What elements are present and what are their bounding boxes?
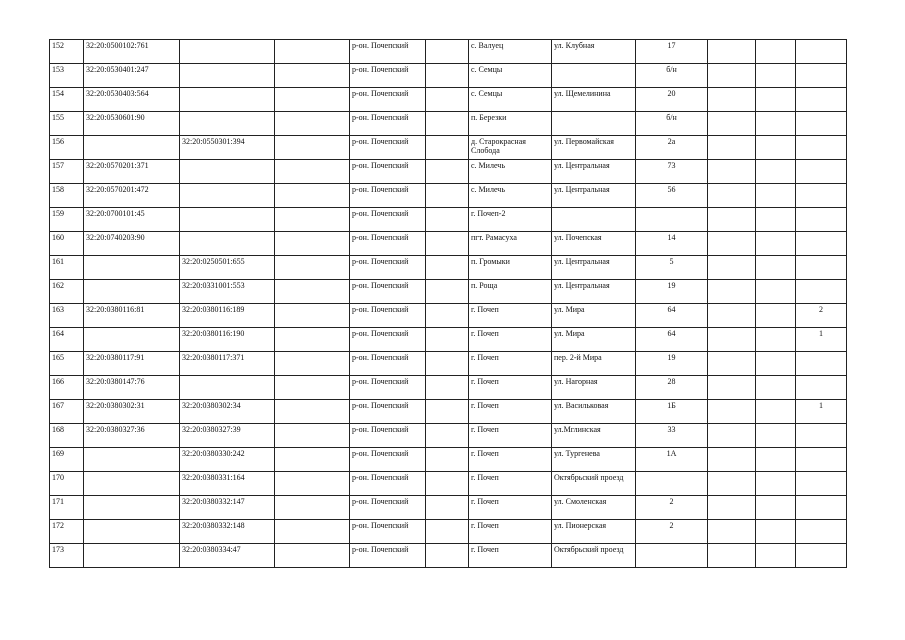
cadastral-number-cell <box>84 496 180 520</box>
row-number-cell: 154 <box>50 88 84 112</box>
building-cadastral-cell: 32:20:0380116:189 <box>180 304 275 328</box>
count-cell <box>796 448 847 472</box>
empty-cell <box>756 88 796 112</box>
house-number-cell: 2а <box>636 136 708 160</box>
row-number-cell: 157 <box>50 160 84 184</box>
settlement-cell: с. Семцы <box>469 64 552 88</box>
empty-cell <box>708 448 756 472</box>
empty-cell <box>426 472 469 496</box>
count-cell <box>796 544 847 568</box>
building-cadastral-cell: 32:20:0250501:655 <box>180 256 275 280</box>
row-number-cell: 169 <box>50 448 84 472</box>
building-cadastral-cell <box>180 112 275 136</box>
empty-cell <box>756 184 796 208</box>
cadastral-number-cell: 32:20:0570201:371 <box>84 160 180 184</box>
registry-body <box>50 40 847 568</box>
cadastral-number-cell: 32:20:0530403:564 <box>84 88 180 112</box>
building-cadastral-cell: 32:20:0331001:553 <box>180 280 275 304</box>
count-cell <box>796 232 847 256</box>
house-number-cell: 64 <box>636 328 708 352</box>
row-number-cell: 161 <box>50 256 84 280</box>
street-cell: ул. Почепская <box>552 232 636 256</box>
empty-cell <box>708 112 756 136</box>
street-cell: ул. Щемелинина <box>552 88 636 112</box>
street-cell: ул. Тургенева <box>552 448 636 472</box>
count-cell <box>796 256 847 280</box>
street-cell: ул. Нагорная <box>552 376 636 400</box>
empty-cell <box>756 328 796 352</box>
street-cell: Октябрьский проезд <box>552 544 636 568</box>
empty-cell <box>708 208 756 232</box>
empty-cell <box>756 136 796 160</box>
empty-cell <box>426 544 469 568</box>
empty-cell <box>756 160 796 184</box>
empty-cell <box>275 304 350 328</box>
house-number-cell: 2 <box>636 496 708 520</box>
settlement-cell: г. Почеп <box>469 472 552 496</box>
district-cell: р-он. Почепский <box>350 88 426 112</box>
street-cell <box>552 64 636 88</box>
district-cell: р-он. Почепский <box>350 424 426 448</box>
house-number-cell: 1А <box>636 448 708 472</box>
empty-cell <box>275 328 350 352</box>
cadastral-number-cell: 32:20:0570201:472 <box>84 184 180 208</box>
building-cadastral-cell: 32:20:0380332:148 <box>180 520 275 544</box>
house-number-cell: 17 <box>636 40 708 64</box>
settlement-cell: г. Почеп <box>469 328 552 352</box>
street-cell: ул. Центральная <box>552 256 636 280</box>
empty-cell <box>426 40 469 64</box>
empty-cell <box>275 136 350 160</box>
empty-cell <box>426 88 469 112</box>
building-cadastral-cell: 32:20:0380334:47 <box>180 544 275 568</box>
empty-cell <box>275 280 350 304</box>
cadastral-number-cell: 32:20:0380117:91 <box>84 352 180 376</box>
building-cadastral-cell <box>180 208 275 232</box>
empty-cell <box>426 352 469 376</box>
settlement-cell: г. Почеп <box>469 544 552 568</box>
table-row <box>50 400 847 424</box>
district-cell: р-он. Почепский <box>350 400 426 424</box>
district-cell: р-он. Почепский <box>350 64 426 88</box>
empty-cell <box>275 208 350 232</box>
building-cadastral-cell: 32:20:0380331:164 <box>180 472 275 496</box>
district-cell: р-он. Почепский <box>350 160 426 184</box>
settlement-cell: д. Старокрасная Слобода <box>469 136 552 160</box>
empty-cell <box>426 256 469 280</box>
table-row <box>50 136 847 160</box>
empty-cell <box>708 88 756 112</box>
cadastral-number-cell: 32:20:0700101:45 <box>84 208 180 232</box>
row-number-cell: 152 <box>50 40 84 64</box>
empty-cell <box>426 208 469 232</box>
table-row <box>50 88 847 112</box>
house-number-cell: 28 <box>636 376 708 400</box>
row-number-cell: 163 <box>50 304 84 328</box>
table-row <box>50 232 847 256</box>
empty-cell <box>275 496 350 520</box>
empty-cell <box>275 64 350 88</box>
empty-cell <box>756 40 796 64</box>
empty-cell <box>756 64 796 88</box>
street-cell: ул. Клубная <box>552 40 636 64</box>
street-cell: ул. Центральная <box>552 184 636 208</box>
empty-cell <box>275 352 350 376</box>
building-cadastral-cell <box>180 40 275 64</box>
empty-cell <box>708 256 756 280</box>
row-number-cell: 166 <box>50 376 84 400</box>
table-row <box>50 184 847 208</box>
district-cell: р-он. Почепский <box>350 352 426 376</box>
cadastral-number-cell <box>84 472 180 496</box>
empty-cell <box>756 472 796 496</box>
count-cell <box>796 496 847 520</box>
table-row <box>50 256 847 280</box>
cadastral-number-cell: 32:20:0380116:81 <box>84 304 180 328</box>
empty-cell <box>275 112 350 136</box>
count-cell <box>796 424 847 448</box>
district-cell: р-он. Почепский <box>350 184 426 208</box>
street-cell <box>552 208 636 232</box>
empty-cell <box>756 352 796 376</box>
street-cell: ул. Центральная <box>552 280 636 304</box>
empty-cell <box>275 256 350 280</box>
count-cell <box>796 160 847 184</box>
empty-cell <box>708 232 756 256</box>
empty-cell <box>708 328 756 352</box>
empty-cell <box>708 496 756 520</box>
settlement-cell: с. Семцы <box>469 88 552 112</box>
table-row <box>50 472 847 496</box>
district-cell: р-он. Почепский <box>350 232 426 256</box>
settlement-cell: г. Почеп <box>469 448 552 472</box>
cadastral-number-cell <box>84 136 180 160</box>
row-number-cell: 158 <box>50 184 84 208</box>
district-cell: р-он. Почепский <box>350 496 426 520</box>
count-cell <box>796 472 847 496</box>
street-cell: ул. Мира <box>552 328 636 352</box>
empty-cell <box>708 400 756 424</box>
count-cell <box>796 376 847 400</box>
table-row <box>50 304 847 328</box>
settlement-cell: с. Валуец <box>469 40 552 64</box>
count-cell <box>796 136 847 160</box>
settlement-cell: п. Роща <box>469 280 552 304</box>
count-cell: 1 <box>796 328 847 352</box>
settlement-cell: г. Почеп <box>469 376 552 400</box>
settlement-cell: с. Милечь <box>469 160 552 184</box>
building-cadastral-cell <box>180 88 275 112</box>
table-row <box>50 328 847 352</box>
empty-cell <box>756 496 796 520</box>
row-number-cell: 171 <box>50 496 84 520</box>
settlement-cell: г. Почеп <box>469 400 552 424</box>
cadastral-number-cell: 32:20:0380147:76 <box>84 376 180 400</box>
registry-table <box>49 39 847 568</box>
empty-cell <box>426 280 469 304</box>
table-row <box>50 64 847 88</box>
district-cell: р-он. Почепский <box>350 208 426 232</box>
table-row <box>50 112 847 136</box>
empty-cell <box>756 280 796 304</box>
table-row <box>50 424 847 448</box>
empty-cell <box>426 136 469 160</box>
building-cadastral-cell <box>180 184 275 208</box>
house-number-cell <box>636 544 708 568</box>
house-number-cell: б/н <box>636 112 708 136</box>
district-cell: р-он. Почепский <box>350 40 426 64</box>
cadastral-number-cell <box>84 544 180 568</box>
cadastral-number-cell: 32:20:0500102:761 <box>84 40 180 64</box>
settlement-cell: п. Громыки <box>469 256 552 280</box>
cadastral-number-cell <box>84 448 180 472</box>
building-cadastral-cell <box>180 232 275 256</box>
district-cell: р-он. Почепский <box>350 136 426 160</box>
table-row <box>50 280 847 304</box>
street-cell: пер. 2-й Мира <box>552 352 636 376</box>
empty-cell <box>708 64 756 88</box>
district-cell: р-он. Почепский <box>350 256 426 280</box>
empty-cell <box>426 520 469 544</box>
empty-cell <box>756 376 796 400</box>
row-number-cell: 165 <box>50 352 84 376</box>
empty-cell <box>426 112 469 136</box>
street-cell: Октябрьский проезд <box>552 472 636 496</box>
street-cell: ул. Центральная <box>552 160 636 184</box>
house-number-cell: 1Б <box>636 400 708 424</box>
count-cell <box>796 64 847 88</box>
empty-cell <box>275 520 350 544</box>
cadastral-number-cell: 32:20:0530601:90 <box>84 112 180 136</box>
empty-cell <box>708 160 756 184</box>
row-number-cell: 170 <box>50 472 84 496</box>
district-cell: р-он. Почепский <box>350 472 426 496</box>
building-cadastral-cell <box>180 160 275 184</box>
empty-cell <box>756 256 796 280</box>
house-number-cell: 20 <box>636 88 708 112</box>
street-cell: ул. Пионерская <box>552 520 636 544</box>
count-cell <box>796 40 847 64</box>
row-number-cell: 168 <box>50 424 84 448</box>
empty-cell <box>275 400 350 424</box>
house-number-cell: 33 <box>636 424 708 448</box>
empty-cell <box>708 376 756 400</box>
settlement-cell: с. Милечь <box>469 184 552 208</box>
cadastral-number-cell: 32:20:0530401:247 <box>84 64 180 88</box>
cadastral-number-cell: 32:20:0380327:36 <box>84 424 180 448</box>
settlement-cell: г. Почеп <box>469 520 552 544</box>
settlement-cell: г. Почеп <box>469 352 552 376</box>
district-cell: р-он. Почепский <box>350 520 426 544</box>
empty-cell <box>275 424 350 448</box>
empty-cell <box>756 520 796 544</box>
house-number-cell: 64 <box>636 304 708 328</box>
cadastral-number-cell <box>84 328 180 352</box>
empty-cell <box>426 328 469 352</box>
empty-cell <box>708 424 756 448</box>
empty-cell <box>708 520 756 544</box>
district-cell: р-он. Почепский <box>350 280 426 304</box>
street-cell: ул. Смоленская <box>552 496 636 520</box>
settlement-cell: п. Березки <box>469 112 552 136</box>
row-number-cell: 155 <box>50 112 84 136</box>
building-cadastral-cell: 32:20:0380117:371 <box>180 352 275 376</box>
house-number-cell <box>636 208 708 232</box>
empty-cell <box>708 304 756 328</box>
empty-cell <box>426 448 469 472</box>
empty-cell <box>275 88 350 112</box>
empty-cell <box>756 304 796 328</box>
count-cell <box>796 184 847 208</box>
count-cell <box>796 112 847 136</box>
table-row <box>50 160 847 184</box>
building-cadastral-cell: 32:20:0380327:39 <box>180 424 275 448</box>
empty-cell <box>426 64 469 88</box>
empty-cell <box>756 424 796 448</box>
cadastral-number-cell <box>84 520 180 544</box>
empty-cell <box>708 136 756 160</box>
empty-cell <box>426 496 469 520</box>
count-cell: 1 <box>796 400 847 424</box>
empty-cell <box>426 232 469 256</box>
empty-cell <box>756 232 796 256</box>
empty-cell <box>708 184 756 208</box>
empty-cell <box>275 376 350 400</box>
table-row <box>50 496 847 520</box>
building-cadastral-cell: 32:20:0380302:34 <box>180 400 275 424</box>
table-row <box>50 352 847 376</box>
empty-cell <box>426 424 469 448</box>
building-cadastral-cell: 32:20:0380116:190 <box>180 328 275 352</box>
table-row <box>50 520 847 544</box>
cadastral-number-cell: 32:20:0740203:90 <box>84 232 180 256</box>
district-cell: р-он. Почепский <box>350 448 426 472</box>
row-number-cell: 173 <box>50 544 84 568</box>
settlement-cell: г. Почеп-2 <box>469 208 552 232</box>
empty-cell <box>708 352 756 376</box>
row-number-cell: 164 <box>50 328 84 352</box>
row-number-cell: 156 <box>50 136 84 160</box>
empty-cell <box>426 376 469 400</box>
empty-cell <box>756 544 796 568</box>
cadastral-number-cell: 32:20:0380302:31 <box>84 400 180 424</box>
house-number-cell: 2 <box>636 520 708 544</box>
settlement-cell: пгт. Рамасуха <box>469 232 552 256</box>
building-cadastral-cell <box>180 376 275 400</box>
house-number-cell: 56 <box>636 184 708 208</box>
house-number-cell: б/н <box>636 64 708 88</box>
district-cell: р-он. Почепский <box>350 304 426 328</box>
count-cell <box>796 520 847 544</box>
row-number-cell: 160 <box>50 232 84 256</box>
district-cell: р-он. Почепский <box>350 376 426 400</box>
empty-cell <box>426 184 469 208</box>
house-number-cell: 73 <box>636 160 708 184</box>
settlement-cell: г. Почеп <box>469 304 552 328</box>
empty-cell <box>426 400 469 424</box>
table-row <box>50 544 847 568</box>
empty-cell <box>275 448 350 472</box>
empty-cell <box>756 448 796 472</box>
count-cell: 2 <box>796 304 847 328</box>
table-row <box>50 208 847 232</box>
street-cell: ул. Первомайская <box>552 136 636 160</box>
street-cell: ул. Васильковая <box>552 400 636 424</box>
building-cadastral-cell: 32:20:0380330:242 <box>180 448 275 472</box>
empty-cell <box>275 160 350 184</box>
empty-cell <box>756 208 796 232</box>
table-row <box>50 40 847 64</box>
cadastral-number-cell <box>84 256 180 280</box>
empty-cell <box>275 544 350 568</box>
empty-cell <box>756 112 796 136</box>
row-number-cell: 162 <box>50 280 84 304</box>
house-number-cell: 5 <box>636 256 708 280</box>
empty-cell <box>708 280 756 304</box>
empty-cell <box>756 400 796 424</box>
empty-cell <box>708 544 756 568</box>
cadastral-number-cell <box>84 280 180 304</box>
row-number-cell: 167 <box>50 400 84 424</box>
settlement-cell: г. Почеп <box>469 424 552 448</box>
empty-cell <box>275 184 350 208</box>
house-number-cell: 19 <box>636 280 708 304</box>
row-number-cell: 153 <box>50 64 84 88</box>
settlement-cell: г. Почеп <box>469 496 552 520</box>
district-cell: р-он. Почепский <box>350 328 426 352</box>
street-cell: ул. Мира <box>552 304 636 328</box>
street-cell <box>552 112 636 136</box>
house-number-cell: 14 <box>636 232 708 256</box>
house-number-cell <box>636 472 708 496</box>
row-number-cell: 172 <box>50 520 84 544</box>
table-row <box>50 448 847 472</box>
row-number-cell: 159 <box>50 208 84 232</box>
street-cell: ул.Мглинская <box>552 424 636 448</box>
empty-cell <box>275 472 350 496</box>
empty-cell <box>275 40 350 64</box>
count-cell <box>796 352 847 376</box>
empty-cell <box>275 232 350 256</box>
count-cell <box>796 280 847 304</box>
district-cell: р-он. Почепский <box>350 544 426 568</box>
table-row <box>50 376 847 400</box>
building-cadastral-cell: 32:20:0380332:147 <box>180 496 275 520</box>
empty-cell <box>708 40 756 64</box>
count-cell <box>796 208 847 232</box>
empty-cell <box>426 304 469 328</box>
building-cadastral-cell <box>180 64 275 88</box>
count-cell <box>796 88 847 112</box>
district-cell: р-он. Почепский <box>350 112 426 136</box>
empty-cell <box>426 160 469 184</box>
empty-cell <box>708 472 756 496</box>
house-number-cell: 19 <box>636 352 708 376</box>
building-cadastral-cell: 32:20:0550301:394 <box>180 136 275 160</box>
